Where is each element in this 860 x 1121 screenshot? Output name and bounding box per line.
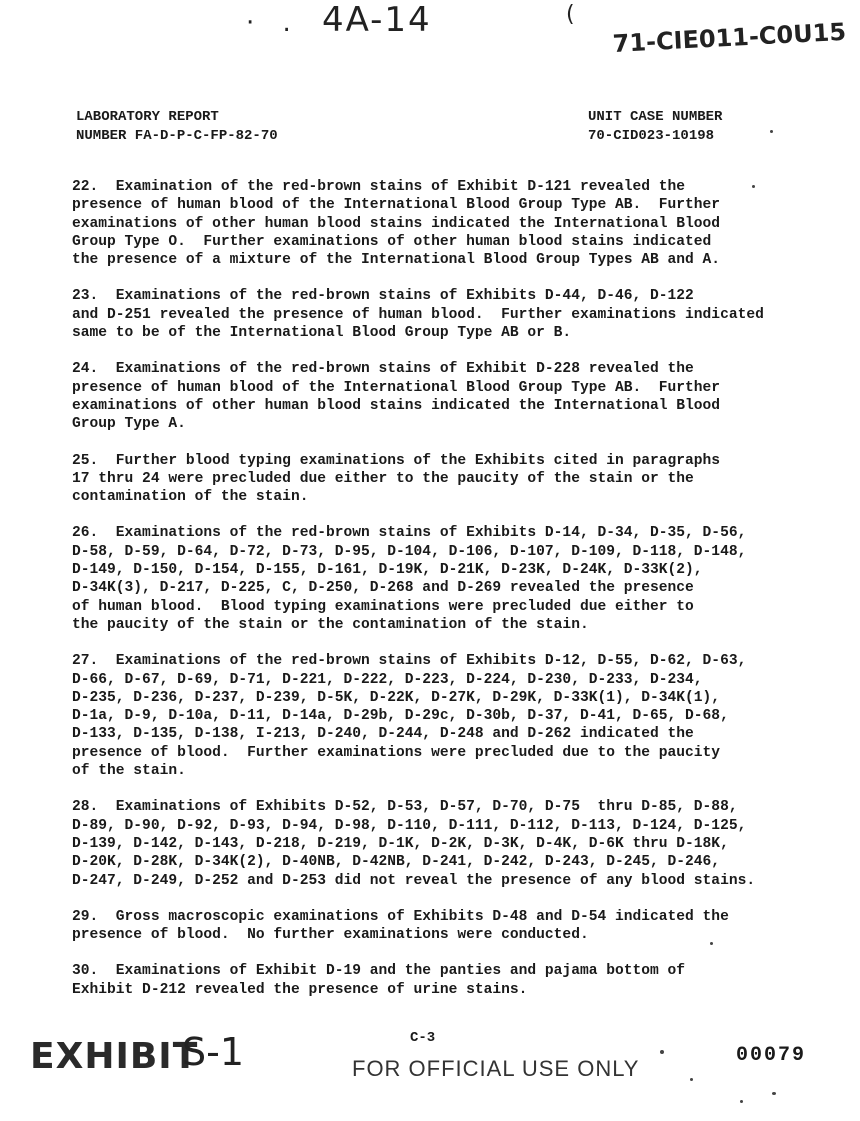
handwritten-file-code: 71-CIE011-C0U15 [612,17,847,58]
paragraph-line: D-247, D-249, D-252 and D-253 did not reveal the presence of any blood stains. [72,872,756,889]
lab-report-header [76,108,278,146]
paragraph-line: 30. Examinations of Exhibit D-19 and the panties and pajama bottom of [72,963,686,980]
paragraph-line: D-66, D-67, D-69, D-71, D-221, D-222, D-223, D-224, D-230, D-233, D-234, [72,671,703,688]
paragraph-line: contamination of the stain. [72,489,309,506]
paragraph-line: D-58, D-59, D-64, D-72, D-73, D-95, D-104, D-106, D-107, D-109, D-118, D-148, [72,543,747,560]
lab-report-title: LABORATORY REPORT [76,109,219,125]
paragraph-29 [72,908,812,945]
paragraph-line: 27. Examinations of the red-brown stains of Exhibits D-12, D-55, D-62, D-63, [72,653,747,670]
paragraph-22 [72,178,812,269]
paragraph-line: 25. Further blood typing examinations of the Exhibits cited in paragraphs [72,452,721,469]
fouo-marking: FOR OFFICIAL USE ONLY [352,1056,640,1081]
page-number: C-3 [410,1030,436,1046]
paragraph-line: D-235, D-236, D-237, D-239, D-5K, D-22K, D-27K, D-29K, D-33K(1), D-34K(1), [72,689,721,706]
paragraph-line: of human blood. Blood typing examinations were precluded due either to [72,598,694,615]
paragraph-line: and D-251 revealed the presence of human blood. Further examinations indicated [72,306,764,323]
paragraph-line: presence of blood. No further examinations were conducted. [72,927,589,944]
paragraph-line: examinations of other human blood stains indicated the International Blood [72,215,721,232]
handwritten-mark: · . [246,8,301,38]
paragraph-line: 29. Gross macroscopic examinations of Exhibits D-48 and D-54 indicated the [72,908,729,925]
paragraph-25 [72,452,812,507]
scan-speck [770,130,773,133]
paragraph-line: the presence of a mixture of the International Blood Group Types AB and A. [72,252,721,269]
scan-speck [752,185,755,188]
case-number-label: UNIT CASE NUMBER [588,109,723,125]
exhibit-reference: S-1 [182,1030,245,1074]
paragraph-line: Exhibit D-212 revealed the presence of urine stains. [72,981,528,998]
paragraph-line: 23. Examinations of the red-brown stains of Exhibits D-44, D-46, D-122 [72,288,694,305]
paragraph-line: presence of human blood of the International Blood Group Type AB. Further [72,197,721,214]
lab-report-number: NUMBER FA-D-P-C-FP-82-70 [76,128,278,144]
case-number-value: 70-CID023-10198 [588,128,715,144]
paragraph-line: D-1a, D-9, D-10a, D-11, D-14a, D-29b, D-29c, D-30b, D-37, D-41, D-65, D-68, [72,708,729,725]
paragraph-line: presence of human blood of the International Blood Group Type AB. Further [72,379,721,396]
exhibit-stamp: EXHIBIT [30,1036,199,1077]
scan-speck [772,1092,776,1095]
paragraph-line: examinations of other human blood stains indicated the International Blood [72,397,721,414]
paragraph-line: same to be of the International Blood Group Type AB or B. [72,325,572,342]
paragraph-line: D-20K, D-28K, D-34K(2), D-40NB, D-42NB, D-241, D-242, D-243, D-245, D-246, [72,854,721,871]
paragraph-24 [72,360,812,433]
scan-speck [660,1050,664,1054]
paragraph-line: Group Type O. Further examinations of other human blood stains indicated [72,233,712,250]
handwritten-page-code: 4A-14 [322,0,432,40]
paragraph-line: D-133, D-135, D-138, I-213, D-240, D-244, D-248 and D-262 indicated the [72,726,694,743]
scan-speck [710,942,713,945]
bates-number: 00079 [736,1044,807,1067]
paragraph-line: of the stain. [72,763,186,780]
paragraph-line: D-139, D-142, D-143, D-218, D-219, D-1K, D-2K, D-3K, D-4K, D-6K thru D-18K, [72,835,729,852]
paragraph-line: 28. Examinations of Exhibits D-52, D-53, D-57, D-70, D-75 thru D-85, D-88, [72,799,738,816]
case-number-header [588,108,722,146]
paragraph-line: 22. Examination of the red-brown stains of Exhibit D-121 revealed the [72,179,686,195]
scan-speck [740,1100,743,1103]
paragraph-line: D-89, D-90, D-92, D-93, D-94, D-98, D-110, D-111, D-112, D-113, D-124, D-125, [72,817,747,834]
paragraph-line: D-149, D-150, D-154, D-155, D-161, D-19K, D-21K, D-23K, D-24K, D-33K(2), [72,562,703,579]
paragraph-30 [72,962,812,999]
handwritten-tick: ( [566,2,575,27]
report-body [72,178,812,1017]
paragraph-23 [72,287,812,342]
paragraph-26 [72,524,812,634]
paragraph-28 [72,798,812,889]
paragraph-27 [72,652,812,780]
paragraph-line: Group Type A. [72,416,186,433]
paragraph-line: 17 thru 24 were precluded due either to the paucity of the stain or the [72,470,694,487]
paragraph-line: presence of blood. Further examinations were precluded due to the paucity [72,744,721,761]
paragraph-line: D-34K(3), D-217, D-225, C, D-250, D-268 and D-269 revealed the presence [72,580,694,597]
paragraph-line: the paucity of the stain or the contamination of the stain. [72,616,589,633]
paragraph-line: 26. Examinations of the red-brown stains of Exhibits D-14, D-34, D-35, D-56, [72,525,747,542]
scan-speck [690,1078,693,1081]
paragraph-line: 24. Examinations of the red-brown stains of Exhibit D-228 revealed the [72,361,694,378]
